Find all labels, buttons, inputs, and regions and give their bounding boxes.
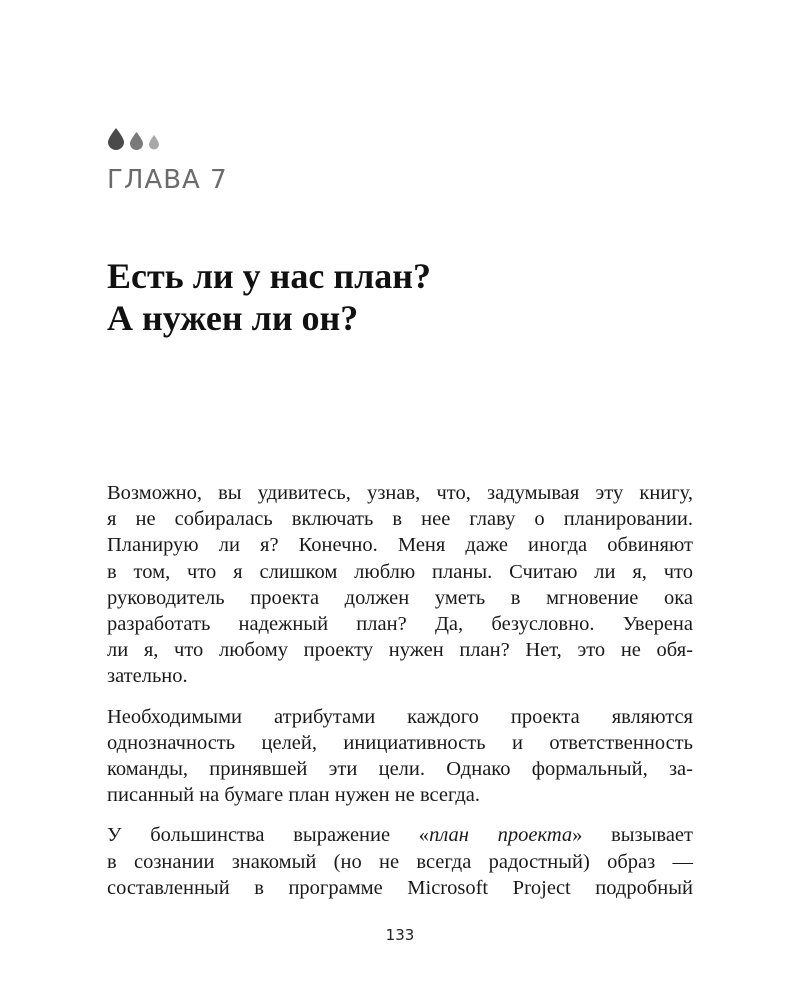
text-line: разработать надежный план? Да, безусловно. Уверена [107,613,693,636]
paragraph [107,822,693,901]
text-line: Планирую ли я? Конечно. Меня даже иногда обвиняют [107,534,693,557]
paragraph [107,480,693,690]
drop-icon-medium [129,132,144,150]
text-line: руководитель проекта должен уметь в мгновение ока [107,586,693,609]
text-segment: » вызывает [572,824,693,847]
body-text [107,480,693,915]
chapter-title [107,255,707,339]
paragraph [107,704,693,809]
chapter-label: ГЛАВА 7 [107,165,228,195]
text-line: зательно. [107,665,188,688]
chapter-title-line: А нужен ли он? [107,298,359,338]
text-line: однозначность целей, инициативность и ответственность [107,731,693,754]
text-line [107,822,693,848]
text-line: в том, что я слишком люблю планы. Считаю ли я, что [107,560,693,583]
text-segment: У большинства выражение « [107,824,430,847]
text-line: составленный в программе Microsoft Project подробный [107,876,693,899]
drop-icon-small [148,135,160,150]
text-line: я не собиралась включать в нее главу о планировании. [107,508,693,531]
text-line: команды, принявшей эти цели. Однако формальный, за- [107,758,693,781]
text-line: Возможно, вы удивитесь, узнав, что, задумывая эту книгу, [107,482,693,504]
text-line: Необходимыми атрибутами каждого проекта являются [107,705,693,728]
text-line: в сознании знакомый (но не всегда радостный) образ — [107,850,693,873]
drop-icon-large [107,128,125,150]
text-line: писанный на бумаге план нужен не всегда. [107,784,480,807]
three-drops-icon [107,128,160,150]
page-number: 133 [385,926,415,944]
italic-phrase: план проекта [429,824,573,847]
chapter-title-line: Есть ли у нас план? [107,256,432,296]
text-line: ли я, что любому проекту нужен план? Нет, это не обя- [107,639,693,662]
